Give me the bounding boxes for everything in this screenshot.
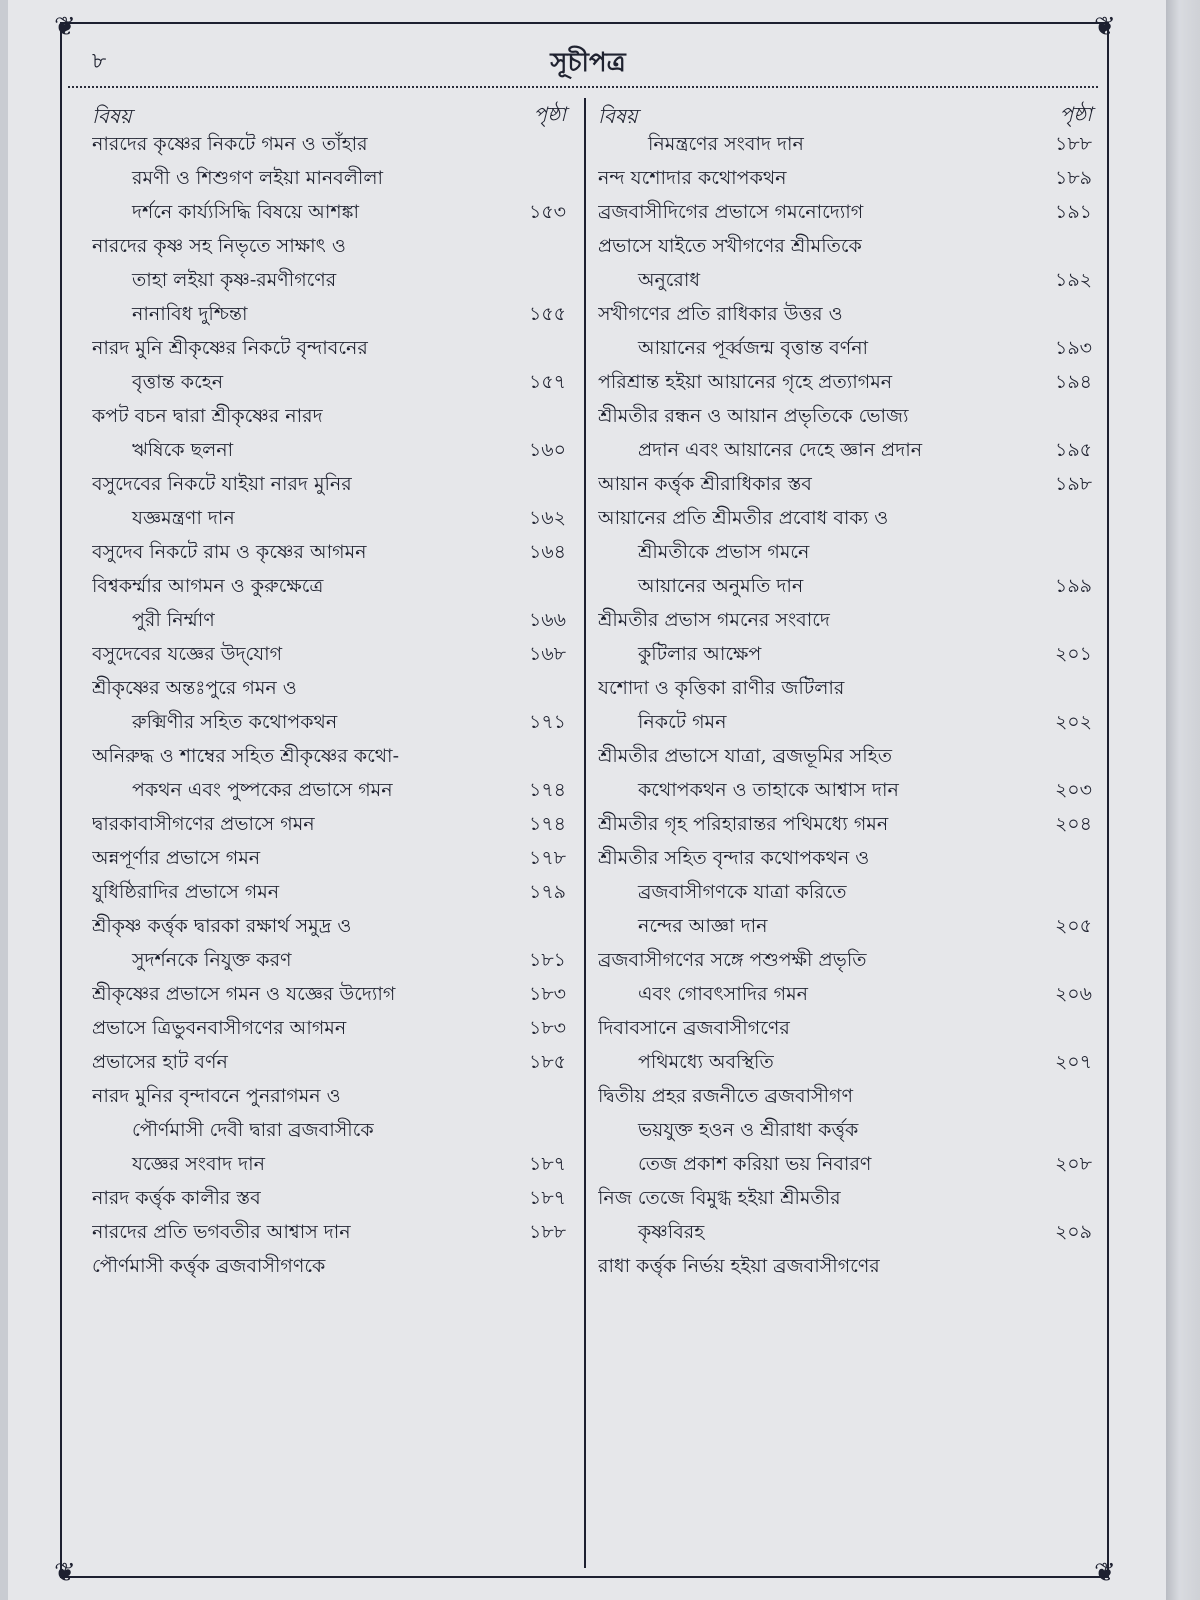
toc-page-number: ১৬৪ (528, 541, 566, 563)
toc-page-number: ১৬২ (528, 507, 566, 529)
toc-page-number: ১৯৩ (1054, 337, 1092, 359)
toc-entry (92, 1048, 572, 1082)
toc-entry-line: পৌর্ণমাসী দেবী দ্বারা ব্রজবাসীকে (132, 1119, 374, 1141)
toc-entry-line: সখীগণের প্রতি রাধিকার উত্তর ও (598, 303, 843, 325)
toc-entry (598, 300, 1098, 368)
toc-page-number: ১৮৮ (529, 1221, 566, 1243)
toc-entry (598, 1014, 1098, 1082)
toc-page-number: ১৯৯ (1055, 575, 1092, 597)
toc-entry-line: বিশ্বকর্ম্মার আগমন ও কুরুক্ষেত্রে (92, 575, 324, 597)
toc-page-number: ১৮৮ (1055, 133, 1092, 155)
toc-entry (598, 606, 1098, 674)
toc-entry-line: দর্শনে কার্য্যসিদ্ধি বিষয়ে আশঙ্কা (132, 201, 360, 223)
toc-entry (92, 130, 572, 232)
toc-page-number: ২০১ (1054, 643, 1092, 665)
toc-entry (598, 232, 1098, 300)
toc-entry-line: দিবাবসানে ব্রজবাসীগণের (598, 1017, 790, 1039)
toc-entry (598, 470, 1098, 504)
toc-entry-line: নিজ তেজে বিমুগ্ধ হইয়া শ্রীমতীর (598, 1187, 841, 1209)
toc-entry-line: শ্রীমতীর সহিত বৃন্দার কথোপকথন ও (598, 847, 870, 869)
subject-header: বিষয় (598, 104, 638, 128)
toc-page-number: ১৫৭ (528, 371, 566, 393)
toc-entry-line: নারদের কৃষ্ণের নিকটে গমন ও তাঁহার (92, 133, 368, 155)
toc-entry-line: তাহা লইয়া কৃষ্ণ-রমণীগণের (132, 269, 337, 291)
toc-entry (92, 402, 572, 470)
toc-entry-line: প্রভাসের হাট বর্ণন (92, 1051, 228, 1073)
toc-entry-line: শ্রীমতীর গৃহ পরিহারান্তর পথিমধ্যে গমন (598, 813, 889, 835)
book-page (8, 0, 1168, 1600)
toc-page-number: ১৯১ (1055, 201, 1092, 223)
corner-ornament-icon: ❦ (1094, 12, 1116, 42)
toc-entry-line: রুক্মিণীর সহিত কথোপকথন (132, 711, 338, 733)
subject-header: বিষয় (92, 104, 132, 128)
toc-entry (598, 742, 1098, 810)
toc-entry-line: শ্রীমতীর প্রভাসে যাত্রা, ব্রজভূমির সহিত (598, 745, 892, 767)
toc-entry-line: ঋষিকে ছলনা (132, 439, 234, 461)
toc-entry-line: সুদর্শনকে নিযুক্ত করণ (132, 949, 292, 971)
toc-entry (92, 334, 572, 402)
toc-entry-line: প্রভাসে ত্রিভুবনবাসীগণের আগমন (92, 1017, 347, 1039)
page-header: পৃষ্ঠা (1059, 102, 1092, 126)
toc-entry-line: নিকটে গমন (638, 711, 727, 733)
adjacent-page-edge (1166, 0, 1200, 1600)
toc-page-number: ২০৬ (1054, 983, 1092, 1005)
toc-entry-line: আয়ানের পূর্ব্বজন্ম বৃত্তান্ত বর্ণনা (638, 337, 869, 359)
toc-entry-line: প্রদান এবং আয়ানের দেহে জ্ঞান প্রদান (638, 439, 923, 461)
toc-entry-line: বসুদেবের নিকটে যাইয়া নারদ মুনির (92, 473, 352, 495)
right-entry-list (598, 130, 1098, 1286)
column-divider (584, 98, 586, 1568)
toc-page-number: ২০৭ (1054, 1051, 1092, 1073)
toc-entry-line: ব্রজবাসীগণের সঙ্গে পশুপক্ষী প্রভৃতি (598, 949, 867, 971)
toc-entry-line: নারদ মুনির বৃন্দাবনে পুনরাগমন ও (92, 1085, 341, 1107)
left-column-header (92, 100, 572, 130)
toc-page-number: ২০৯ (1054, 1221, 1092, 1243)
toc-entry (598, 1252, 1098, 1286)
toc-entry (92, 1082, 572, 1184)
toc-entry-line: পৌর্ণমাসী কর্ত্তৃক ব্রজবাসীগণকে (92, 1255, 326, 1277)
toc-entry (598, 1184, 1098, 1252)
page-header: পৃষ্ঠা (533, 102, 566, 126)
toc-entry (598, 674, 1098, 742)
toc-page-number: ১৯৮ (1055, 473, 1092, 495)
toc-page-number: ১৭৪ (528, 813, 566, 835)
toc-entry-line: পুরী নির্ম্মাণ (132, 609, 215, 631)
toc-entry-line: শ্রীকৃষ্ণ কর্ত্তৃক দ্বারকা রক্ষার্থ সমুদ্র ও (92, 915, 352, 937)
toc-entry-line: বসুদেব নিকটে রাম ও কৃষ্ণের আগমন (92, 541, 367, 563)
toc-page-number: ১৫৫ (529, 303, 566, 325)
toc-entry-line: ভয়যুক্ত হওন ও শ্রীরাধা কর্ত্তৃক (638, 1119, 859, 1141)
toc-entry-line: কৃষ্ণবিরহ (638, 1221, 705, 1243)
toc-entry (92, 572, 572, 640)
toc-entry (598, 130, 1098, 164)
toc-entry-line: ব্রজবাসীদিগের প্রভাসে গমনোদ্যোগ (598, 201, 864, 223)
toc-page-number: ১৭১ (528, 711, 566, 733)
toc-entry-line: বসুদেবের যজ্ঞের উদ্‌যোগ (92, 643, 283, 665)
toc-entry-line: প্রভাসে যাইতে সখীগণের শ্রীমতিকে (598, 235, 862, 257)
toc-page-number: ১৭৯ (528, 881, 566, 903)
toc-entry-line: যজ্ঞের সংবাদ দান (132, 1153, 265, 1175)
toc-entry-line: নন্দের আজ্ঞা দান (638, 915, 768, 937)
toc-entry-line: যুধিষ্ঠিরাদির প্রভাসে গমন (92, 881, 280, 903)
right-column-header (598, 100, 1098, 130)
toc-entry-line: শ্রীকৃষ্ণের অন্তঃপুরে গমন ও (92, 677, 297, 699)
toc-entry (92, 1218, 572, 1252)
toc-entry-line: আয়ান কর্ত্তৃক শ্রীরাধিকার স্তব (598, 473, 812, 495)
toc-entry (598, 504, 1098, 606)
toc-page-number: ১৬০ (528, 439, 566, 461)
toc-page-number: ১৮৯ (1055, 167, 1092, 189)
toc-entry (92, 1014, 572, 1048)
toc-entry-line: নিমন্ত্রণের সংবাদ দান (648, 133, 804, 155)
toc-entry-line: পরিশ্রান্ত হইয়া আয়ানের গৃহে প্রত্যাগমন (598, 371, 893, 393)
toc-entry-line: অনিরুদ্ধ ও শাম্বের সহিত শ্রীকৃষ্ণের কথো- (92, 745, 399, 767)
toc-page-number: ১৯৪ (1055, 371, 1092, 393)
toc-page-number: ১৫৩ (528, 201, 566, 223)
toc-page-number: ২০২ (1054, 711, 1092, 733)
toc-entry-line: শ্রীমতীর রন্ধন ও আয়ান প্রভৃতিকে ভোজ্য (598, 405, 909, 427)
toc-page-number: ১৯২ (1054, 269, 1092, 291)
toc-entry (92, 1252, 572, 1286)
toc-entry (92, 810, 572, 844)
toc-entry (598, 164, 1098, 198)
page-title: সূচীপত্র (550, 48, 626, 78)
toc-entry (598, 844, 1098, 946)
toc-entry (598, 946, 1098, 1014)
toc-entry-line: দ্বিতীয় প্রহর রজনীতে ব্রজবাসীগণ (598, 1085, 853, 1107)
toc-entry (598, 402, 1098, 470)
toc-entry-line: নানাবিধ দুশ্চিন্তা (132, 303, 248, 325)
toc-entry-line: নারদ কর্ত্তৃক কালীর স্তব (92, 1187, 261, 1209)
toc-entry-line: শ্রীকৃষ্ণের প্রভাসে গমন ও যজ্ঞের উদ্যোগ (92, 983, 396, 1005)
toc-entry (92, 742, 572, 810)
toc-entry-line: পকথন এবং পুষ্পকের প্রভাসে গমন (132, 779, 393, 801)
toc-page-number: ১৬৮ (528, 643, 566, 665)
toc-page-number: ১৮৭ (528, 1153, 566, 1175)
toc-entry (92, 1184, 572, 1218)
toc-entry-line: নারদের প্রতি ভগবতীর আশ্বাস দান (92, 1221, 351, 1243)
corner-ornament-icon: ❦ (54, 1558, 76, 1588)
toc-entry (92, 674, 572, 742)
toc-entry-line: নারদের কৃষ্ণ সহ নিভৃতে সাক্ষাৎ ও (92, 235, 346, 257)
toc-entry (92, 980, 572, 1014)
toc-page-number: ১৭৮ (528, 847, 566, 869)
toc-page-number: ২০৫ (1054, 915, 1092, 937)
toc-entry-line: বৃত্তান্ত কহেন (132, 371, 224, 393)
toc-entry (598, 198, 1098, 232)
toc-entry (92, 878, 572, 912)
toc-entry (92, 232, 572, 334)
toc-page-number: ২০৮ (1054, 1153, 1092, 1175)
title-divider (68, 86, 1098, 88)
toc-entry-line: কথোপকথন ও তাহাকে আশ্বাস দান (638, 779, 899, 801)
right-column (598, 100, 1098, 1286)
toc-entry (92, 640, 572, 674)
left-column (92, 100, 572, 1286)
toc-entry-line: রমণী ও শিশুগণ লইয়া মানবলীলা (132, 167, 384, 189)
toc-page-number: ১৯৫ (1055, 439, 1092, 461)
toc-entry-line: নারদ মুনি শ্রীকৃষ্ণের নিকটে বৃন্দাবনের (92, 337, 368, 359)
toc-entry (92, 844, 572, 878)
page-number: ৮ (92, 49, 107, 74)
toc-entry (92, 538, 572, 572)
toc-page-number: ১৭৪ (528, 779, 566, 801)
toc-entry-line: পথিমধ্যে অবস্থিতি (638, 1051, 774, 1073)
toc-page-number: ১৮৩ (528, 983, 566, 1005)
corner-ornament-icon: ❦ (54, 12, 76, 42)
toc-entry-line: আয়ানের প্রতি শ্রীমতীর প্রবোধ বাক্য ও (598, 507, 889, 529)
toc-entry (92, 912, 572, 980)
toc-page-number: ১৮১ (529, 949, 566, 971)
toc-entry-line: শ্রীমতীকে প্রভাস গমনে (638, 541, 810, 563)
toc-entry-line: দ্বারকাবাসীগণের প্রভাসে গমন (92, 813, 315, 835)
toc-entry-line: যজ্ঞমন্ত্রণা দান (132, 507, 235, 529)
toc-entry-line: ব্রজবাসীগণকে যাত্রা করিতে (638, 881, 847, 903)
toc-entry-line: অনুরোধ (638, 269, 701, 291)
toc-entry-line: এবং গোবৎসাদির গমন (638, 983, 808, 1005)
toc-page-number: ১৮৩ (528, 1017, 566, 1039)
toc-entry (598, 810, 1098, 844)
toc-entry-line: শ্রীমতীর প্রভাস গমনের সংবাদে (598, 609, 830, 631)
toc-page-number: ১৮৭ (528, 1187, 566, 1209)
toc-page-number: ২০৩ (1054, 779, 1092, 801)
toc-page-number: ১৬৬ (528, 609, 566, 631)
toc-entry-line: রাধা কর্ত্তৃক নির্ভয় হইয়া ব্রজবাসীগণের (598, 1255, 880, 1277)
toc-page-number: ২০৪ (1054, 813, 1092, 835)
toc-page-number: ১৮৫ (529, 1051, 566, 1073)
toc-entry (92, 470, 572, 538)
toc-entry-line: তেজ প্রকাশ করিয়া ভয় নিবারণ (638, 1153, 872, 1175)
toc-entry-line: আয়ানের অনুমতি দান (638, 575, 804, 597)
toc-entry-line: কুটিলার আক্ষেপ (638, 643, 762, 665)
toc-entry-line: নন্দ যশোদার কথোপকথন (598, 167, 787, 189)
toc-entry-line: যশোদা ও কৃত্তিকা রাণীর জটিলার (598, 677, 845, 699)
toc-entry-line: কপট বচন দ্বারা শ্রীকৃষ্ণের নারদ (92, 405, 323, 427)
toc-entry (598, 368, 1098, 402)
toc-entry-line: অন্নপূর্ণার প্রভাসে গমন (92, 847, 261, 869)
toc-entry (598, 1082, 1098, 1184)
corner-ornament-icon: ❦ (1094, 1558, 1116, 1588)
left-entry-list (92, 130, 572, 1286)
